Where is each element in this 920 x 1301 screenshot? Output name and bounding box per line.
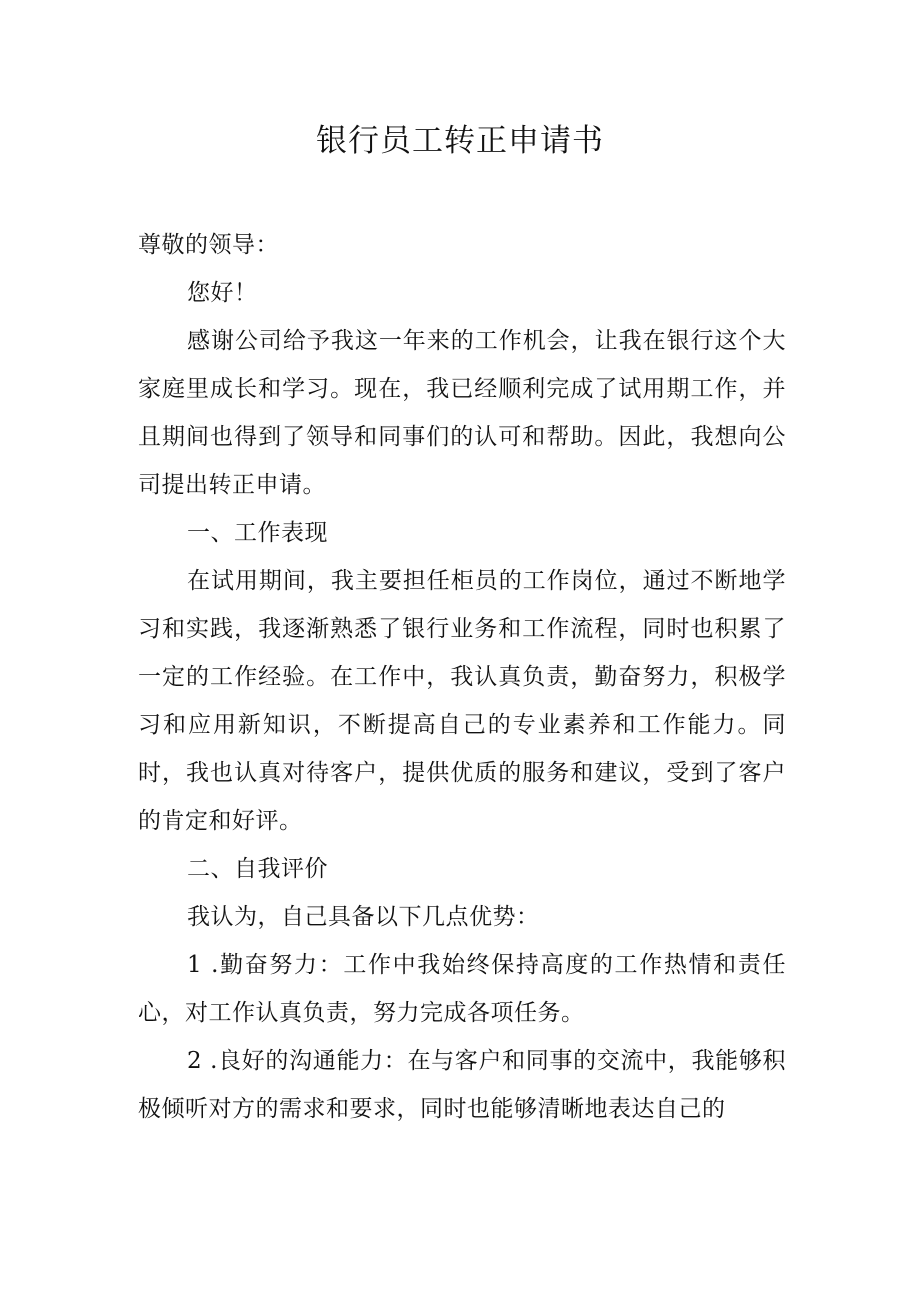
self-evaluation-intro: 我认为，自己具备以下几点优势：: [187, 904, 540, 930]
document-title: 银行员工转正申请书: [316, 123, 604, 159]
strength-point-1: 1 .勤奋努力：工作中我始终保持高度的工作热情和责任心，对工作认真负责，努力完成各项任务。: [138, 952, 786, 1026]
strength-point-2: 2 .良好的沟通能力：在与客户和同事的交流中，我能够积极倾听对方的需求和要求，同时也能够清晰地表达自己的: [138, 1048, 786, 1122]
work-performance-paragraph: 在试用期间，我主要担任柜员的工作岗位，通过不断地学习和实践，我逐渐熟悉了银行业务和工作流程，同时也积累了一定的工作经验。在工作中，我认真负责，勤奋努力，积极学习和应用新知识，不断提高自己的专业素养和工作能力。同时，我也认真对待客户，提供优质的服务和建议，受到了客户的肯定和好评。: [138, 568, 786, 834]
section-heading-work-performance: 一、工作表现: [187, 520, 328, 546]
greeting: 您好！: [187, 280, 258, 306]
section-heading-self-evaluation: 二、自我评价: [187, 856, 328, 882]
salutation: 尊敬的领导：: [138, 232, 279, 258]
intro-paragraph: 感谢公司给予我这一年来的工作机会，让我在银行这个大家庭里成长和学习。现在，我已经顺利完成了试用期工作，并且期间也得到了领导和同事们的认可和帮助。因此，我想向公司提出转正申请。: [138, 328, 786, 498]
document-body: [138, 221, 786, 1133]
